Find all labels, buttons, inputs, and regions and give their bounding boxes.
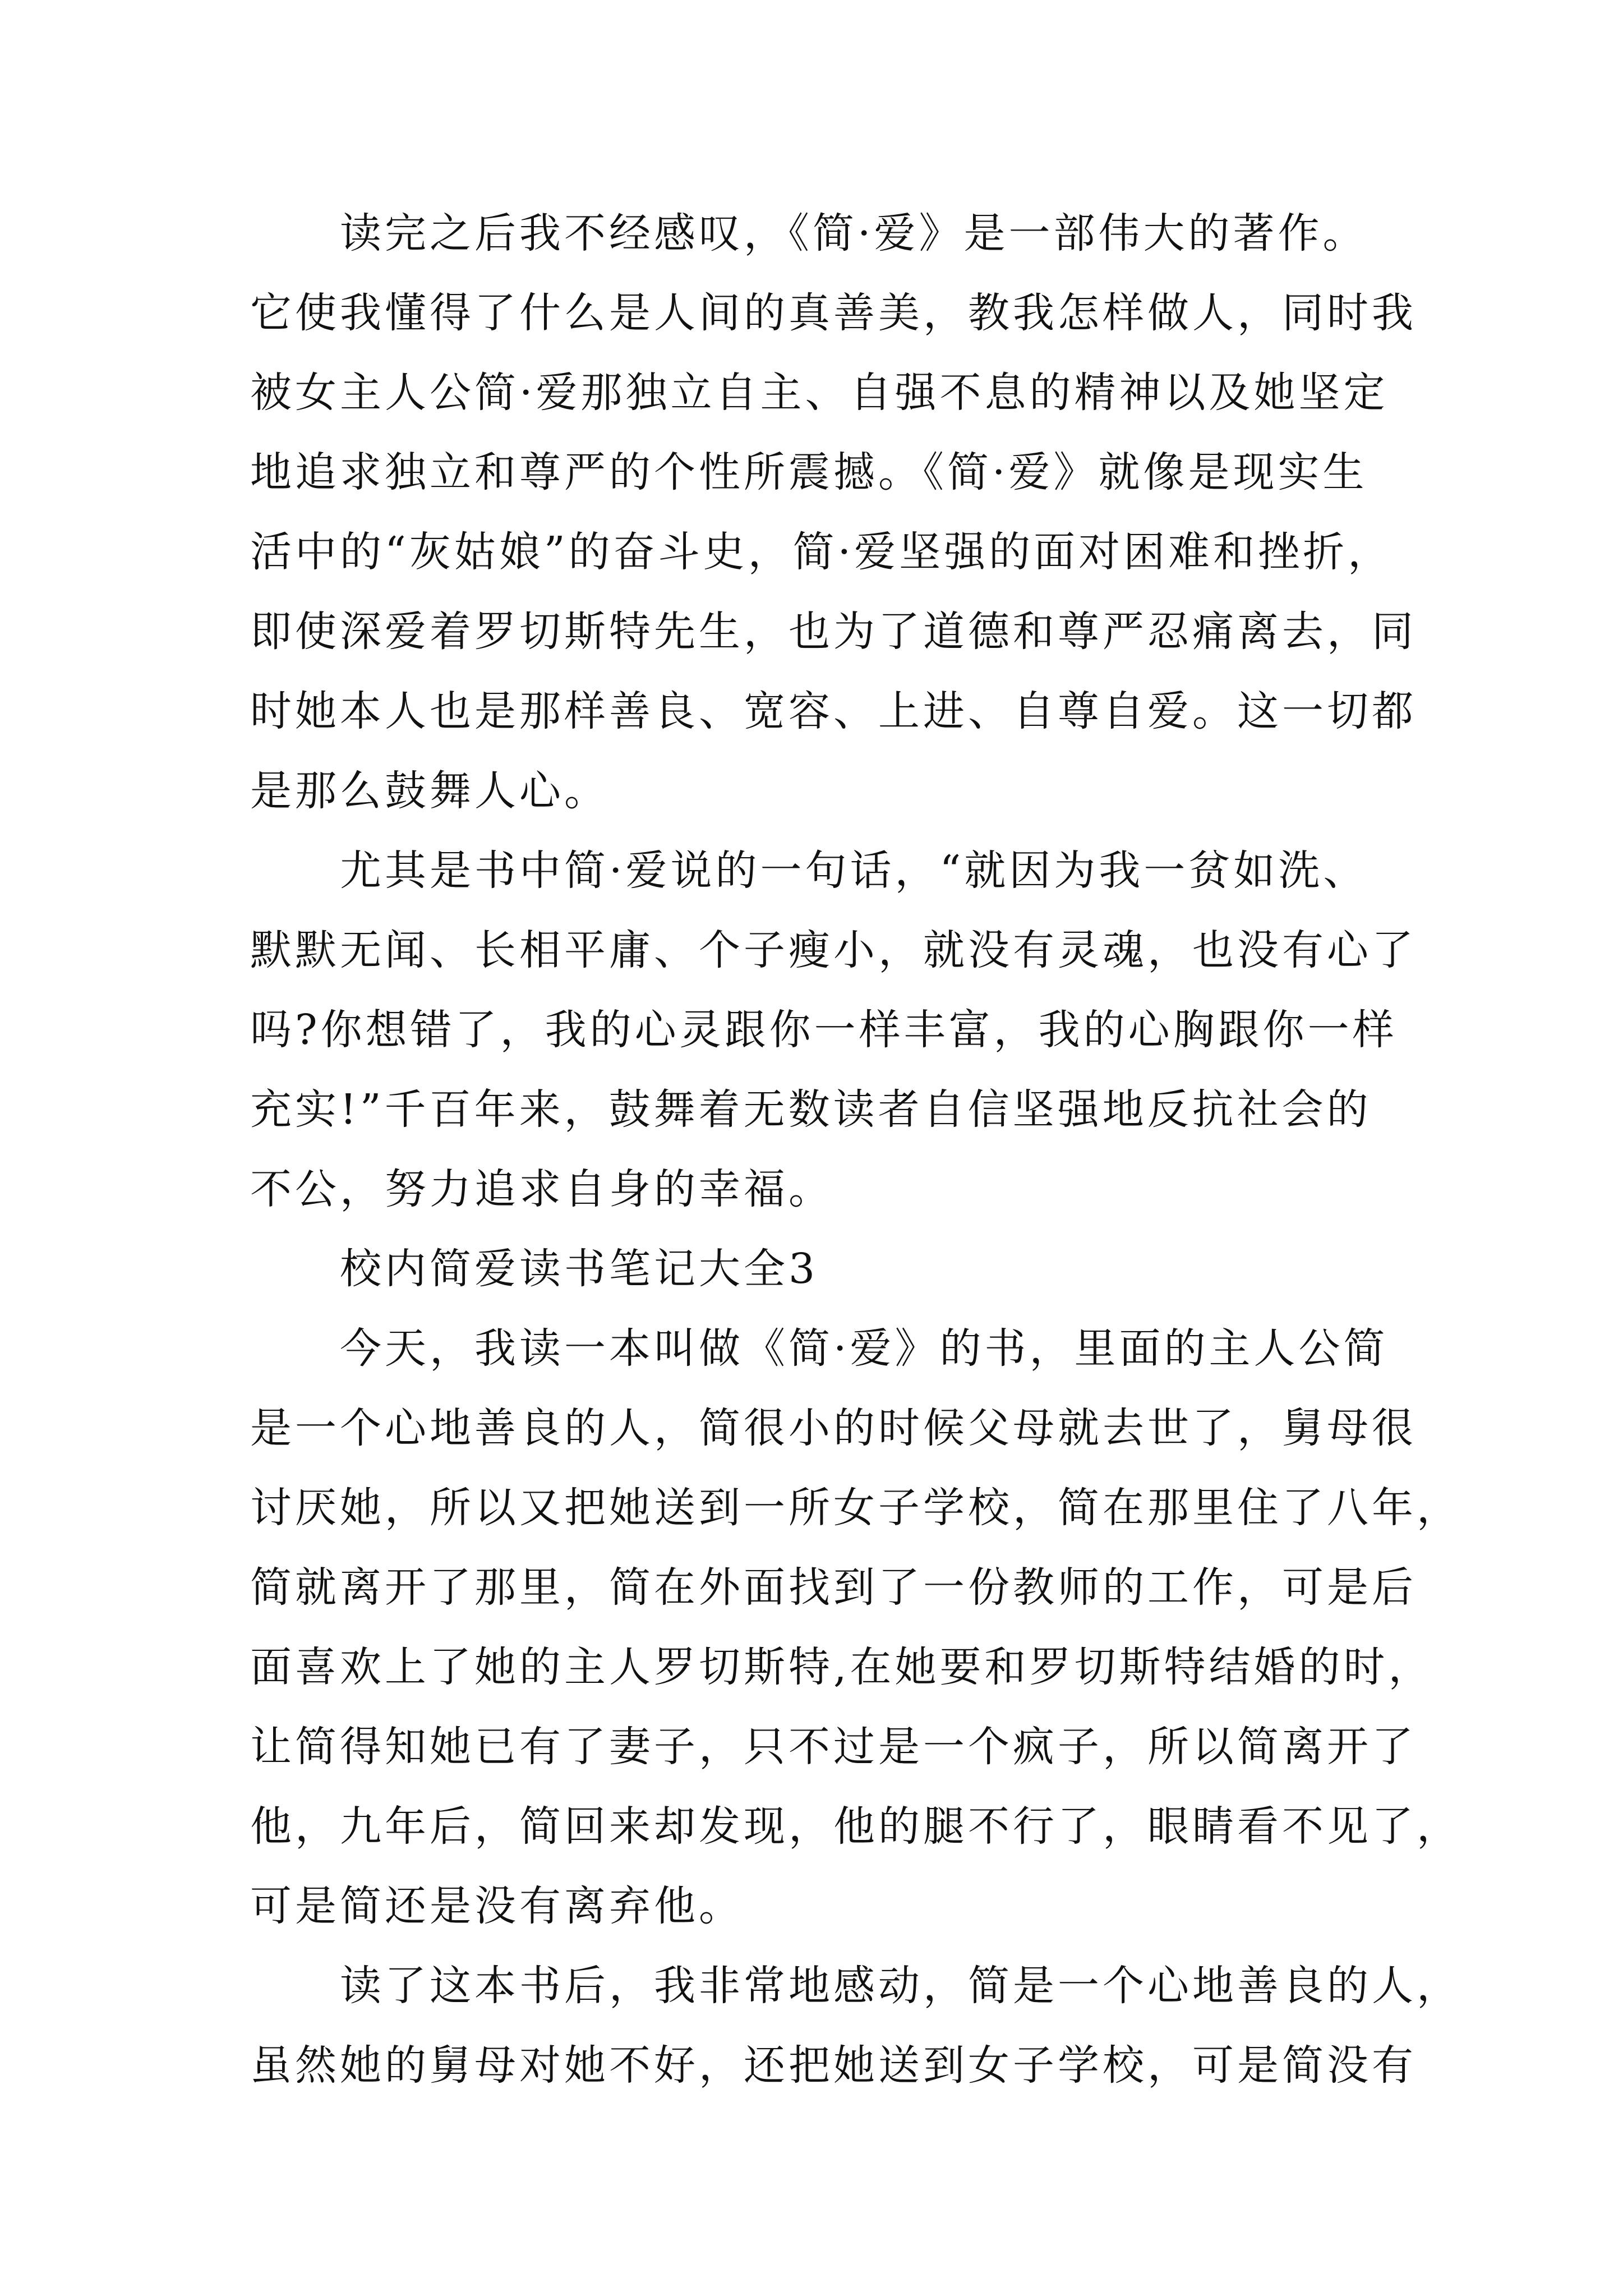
text-line: 是那么鼓舞人心。 (250, 767, 609, 815)
text-line: 可是简还是没有离弃他。 (250, 1882, 744, 1930)
text-line: 读完之后我不经感叹，《简·爱》是一部伟大的著作。 (250, 209, 1368, 257)
text-line: 面喜欢上了她的主人罗切斯特,在她要和罗切斯特结婚的时， (250, 1643, 1433, 1691)
section-heading: 校内简爱读书笔记大全3 (250, 1245, 819, 1293)
text-line: 读了这本书后，我非常地感动，简是一个心地善良的人， (250, 1962, 1461, 2010)
text-line: 他，九年后，简回来却发现，他的腿不行了，眼睛看不见了， (250, 1802, 1461, 1851)
text-line: 默默无闻、长相平庸、个子瘦小，就没有灵魂，也没有心了 (250, 926, 1417, 974)
text-line: 简就离开了那里，简在外面找到了一份教师的工作，可是后 (250, 1563, 1417, 1612)
text-line: 活中的“灰姑娘”的奋斗史，简·爱坚强的面对困难和挫折， (250, 528, 1393, 576)
text-line: 是一个心地善良的人，简很小的时候父母就去世了，舅母很 (250, 1404, 1417, 1452)
text-line: 被女主人公简·爱那独立自主、自强不息的精神以及她坚定 (250, 369, 1389, 417)
text-line: 让简得知她已有了妻子，只不过是一个疯子，所以简离开了 (250, 1723, 1417, 1771)
text-line: 吗?你想错了，我的心灵跟你一样丰富，我的心胸跟你一样 (250, 1006, 1398, 1054)
text-line: 今天，我读一本叫做《简·爱》的书，里面的主人公简 (250, 1324, 1389, 1373)
text-line: 时她本人也是那样善良、宽容、上进、自尊自爱。这一切都 (250, 687, 1417, 735)
text-line: 不公，努力追求自身的幸福。 (250, 1165, 833, 1213)
text-line: 地追求独立和尊严的个性所震撼。《简·爱》就像是现实生 (250, 448, 1368, 496)
text-line: 尤其是书中简·爱说的一句话，“就因为我一贫如洗、 (250, 846, 1368, 895)
text-line: 即使深爱着罗切斯特先生，也为了道德和尊严忍痛离去，同 (250, 608, 1417, 656)
text-line: 充实!”千百年来，鼓舞着无数读者自信坚强地反抗社会的 (250, 1085, 1372, 1134)
text-line: 它使我懂得了什么是人间的真善美，教我怎样做人，同时我 (250, 289, 1417, 337)
text-line: 讨厌她，所以又把她送到一所女子学校，简在那里住了八年， (250, 1484, 1461, 1532)
text-line: 虽然她的舅母对她不好，还把她送到女子学校，可是简没有 (250, 2041, 1417, 2090)
document-body (250, 194, 1461, 2105)
